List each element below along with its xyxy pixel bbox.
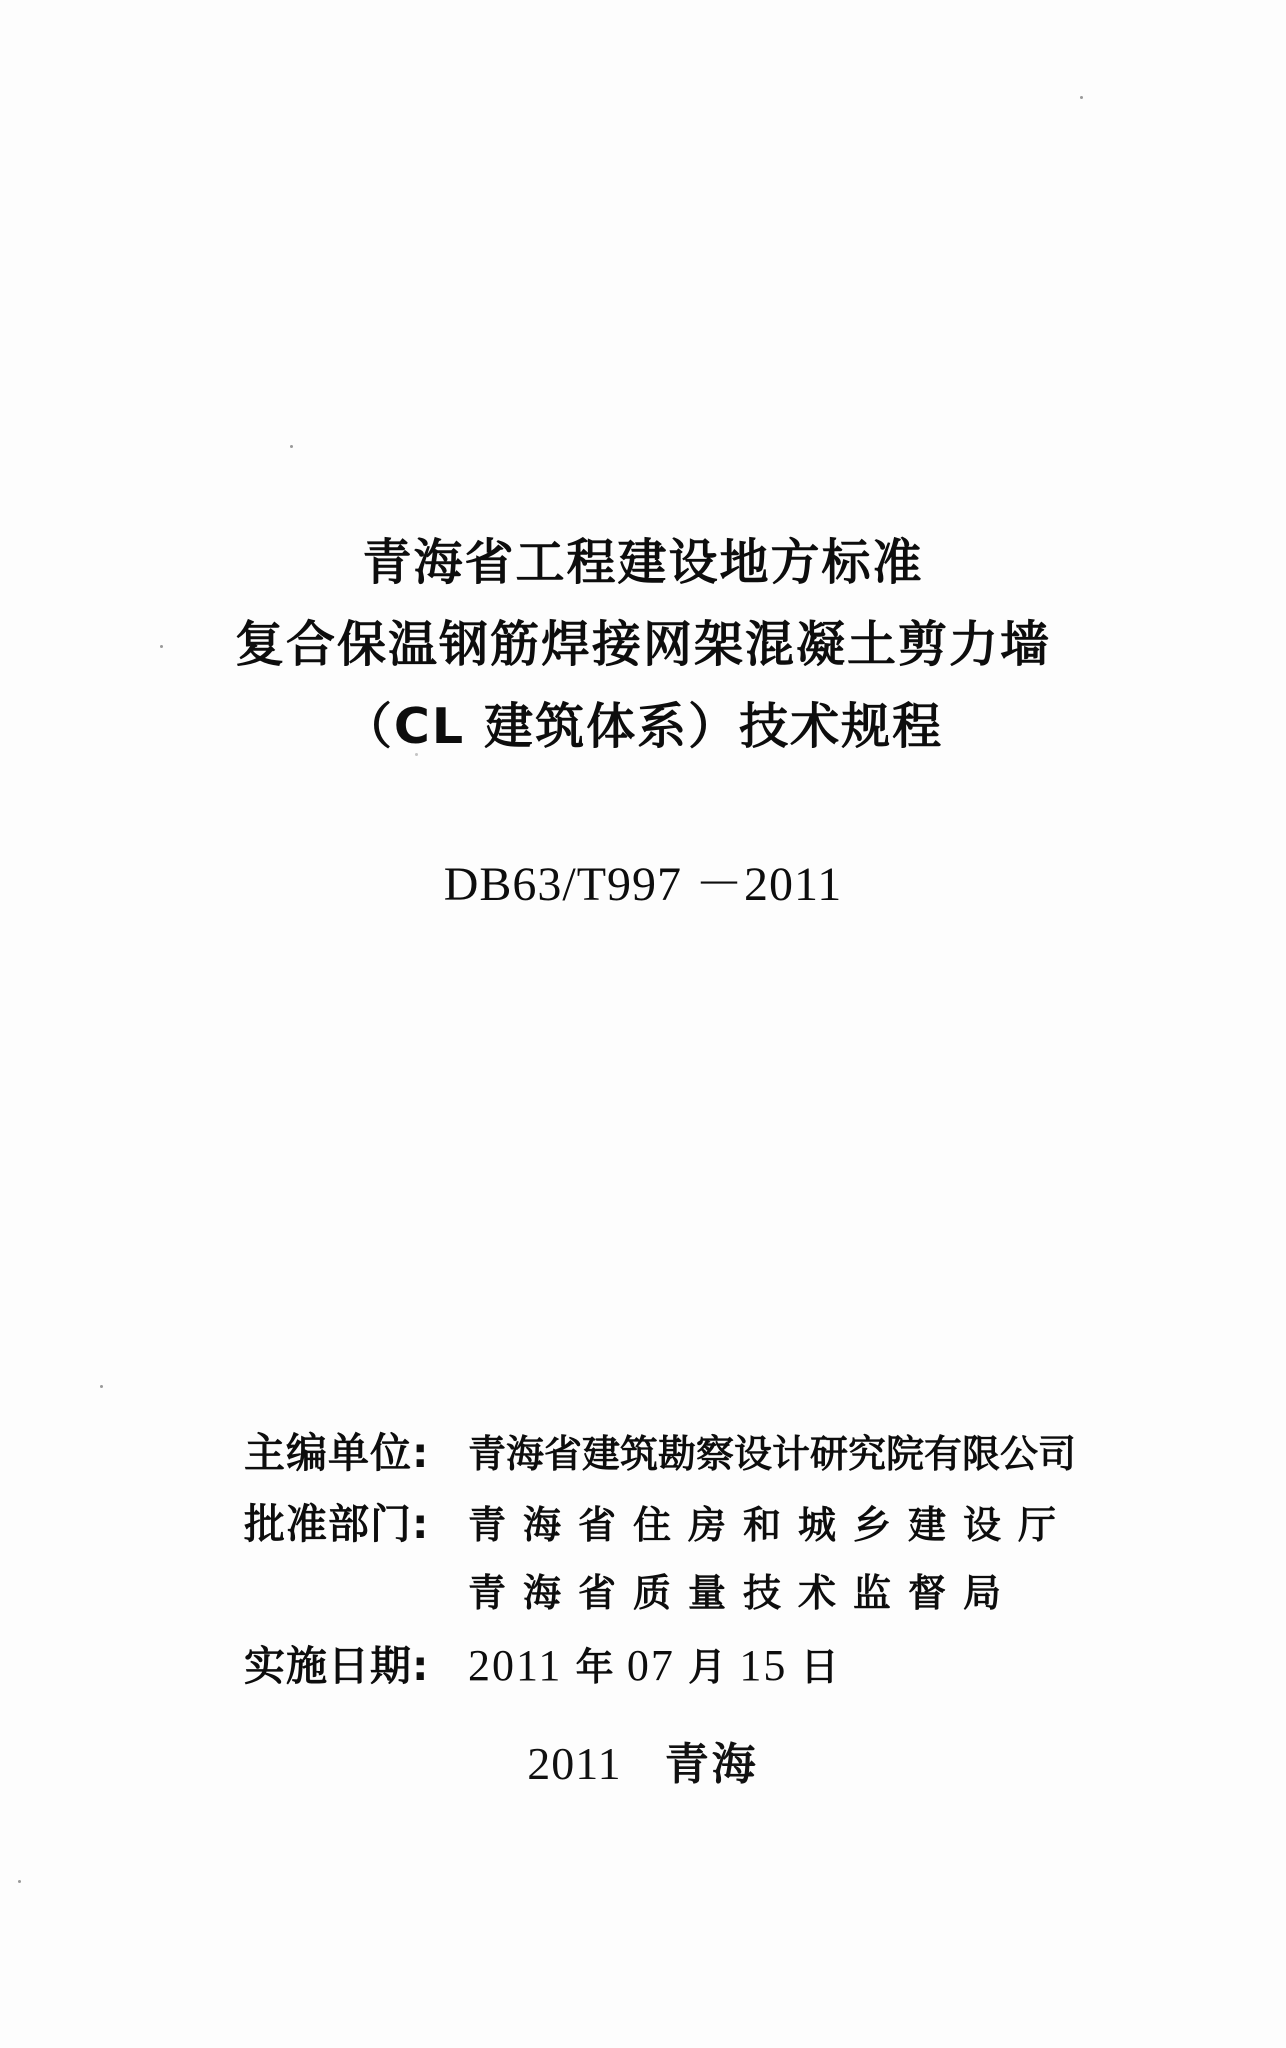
title-line-subject: 复合保温钢筋焊接网架混凝土剪力墙 bbox=[234, 616, 1051, 673]
effective-date-label: 实施日期: bbox=[244, 1642, 430, 1690]
date-month: 07 bbox=[626, 1641, 675, 1690]
imprint-year: 2011 bbox=[527, 1738, 622, 1789]
effective-date-value bbox=[468, 1636, 839, 1691]
scan-speck bbox=[290, 445, 293, 448]
approval-row-secondary bbox=[244, 1562, 1104, 1633]
date-month-unit: 月 bbox=[688, 1645, 727, 1689]
approval-value-primary: 青海省住房和城乡建设厅 bbox=[468, 1503, 1074, 1547]
imprint-place: 青海 bbox=[664, 1739, 759, 1790]
date-year: 2011 bbox=[468, 1641, 563, 1690]
scan-speck bbox=[18, 1880, 21, 1883]
scan-speck bbox=[1080, 96, 1083, 99]
date-day: 15 bbox=[739, 1641, 788, 1690]
publication-info bbox=[244, 1420, 1104, 1704]
title-line-standard-type: 青海省工程建设地方标准 bbox=[362, 534, 924, 591]
date-day-unit: 日 bbox=[800, 1645, 839, 1689]
approval-label: 批准部门: bbox=[244, 1500, 430, 1548]
editor-row bbox=[244, 1420, 1104, 1491]
editor-value: 青海省建筑勘察设计研究院有限公司 bbox=[468, 1432, 1077, 1476]
effective-date-row bbox=[244, 1633, 1104, 1704]
standard-code: DB63/T997 －2011 bbox=[443, 858, 843, 911]
approval-row bbox=[244, 1491, 1104, 1562]
approval-value-secondary: 青海省质量技术监督局 bbox=[468, 1571, 1019, 1615]
date-year-unit: 年 bbox=[575, 1645, 614, 1689]
document-title bbox=[0, 522, 1286, 768]
title-line-system: （CL 建筑体系）技术规程 bbox=[342, 698, 944, 755]
scan-speck bbox=[100, 1385, 103, 1388]
imprint bbox=[0, 1728, 1286, 1792]
editor-label: 主编单位: bbox=[244, 1429, 430, 1477]
